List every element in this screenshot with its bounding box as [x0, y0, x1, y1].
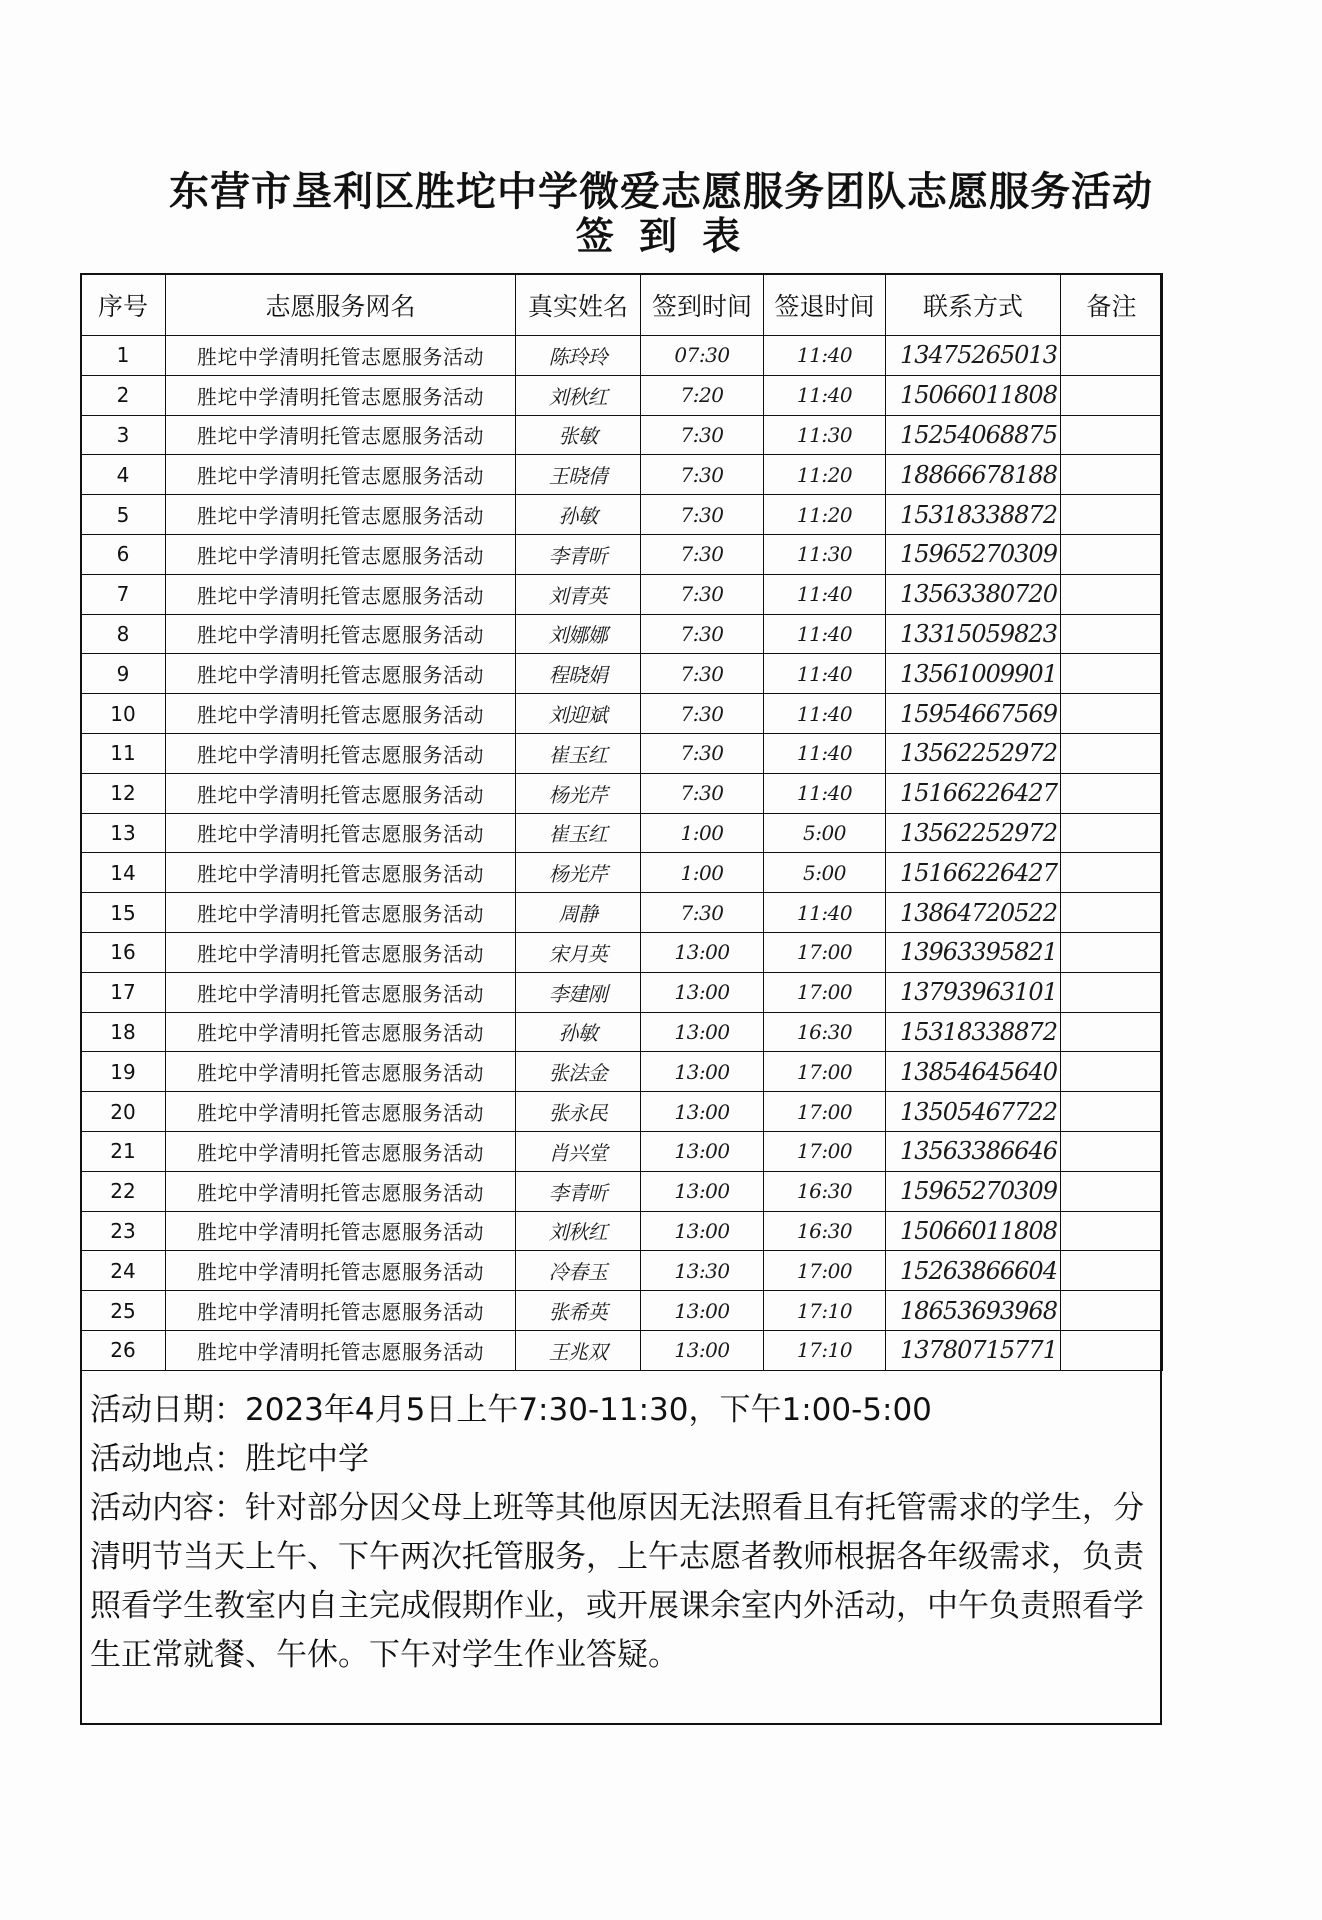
table-row [81, 1012, 1163, 1052]
row-note [1061, 1092, 1163, 1132]
row-real-name: 刘娜娜 [516, 614, 641, 654]
row-sign-out-time: 11:40 [764, 614, 886, 654]
row-real-name: 杨光芹 [516, 853, 641, 893]
row-sign-in-time: 1:00 [641, 813, 764, 853]
row-contact: 13793963101 [886, 972, 1061, 1012]
row-contact: 13562252972 [886, 733, 1061, 773]
table-row [81, 1211, 1163, 1251]
row-contact: 18653693968 [886, 1291, 1061, 1331]
row-real-name: 张敏 [516, 415, 641, 455]
row-note [1061, 1251, 1163, 1291]
row-sign-in-time: 7:30 [641, 893, 764, 933]
row-sign-in-time: 13:00 [641, 1291, 764, 1331]
row-sign-in-time: 7:30 [641, 455, 764, 495]
row-sign-in-time: 13:00 [641, 1052, 764, 1092]
column-header-contact: 联系方式 [886, 274, 1061, 336]
row-contact: 13561009901 [886, 654, 1061, 694]
table-row [81, 614, 1163, 654]
table-row [81, 1131, 1163, 1171]
row-real-name: 刘青英 [516, 574, 641, 614]
row-net-name: 胜坨中学清明托管志愿服务活动 [166, 534, 516, 574]
row-sign-out-time: 11:40 [764, 336, 886, 376]
row-number: 26 [81, 1330, 166, 1370]
column-header-note: 备注 [1061, 274, 1163, 336]
row-sign-out-time: 11:40 [764, 654, 886, 694]
document-subtitle: 签 到 表 [575, 214, 747, 258]
row-real-name: 刘迎斌 [516, 694, 641, 734]
row-sign-in-time: 13:00 [641, 932, 764, 972]
row-real-name: 冷春玉 [516, 1251, 641, 1291]
row-contact: 13780715771 [886, 1330, 1061, 1370]
row-number: 5 [81, 495, 166, 535]
row-note [1061, 1211, 1163, 1251]
row-note [1061, 972, 1163, 1012]
row-sign-in-time: 7:30 [641, 574, 764, 614]
row-note [1061, 1012, 1163, 1052]
row-note [1061, 694, 1163, 734]
row-real-name: 张希英 [516, 1291, 641, 1331]
row-number: 8 [81, 614, 166, 654]
row-sign-out-time: 11:20 [764, 495, 886, 535]
row-net-name: 胜坨中学清明托管志愿服务活动 [166, 495, 516, 535]
row-number: 14 [81, 853, 166, 893]
row-contact: 13563380720 [886, 574, 1061, 614]
row-contact: 15166226427 [886, 853, 1061, 893]
row-real-name: 程晓娟 [516, 654, 641, 694]
table-row [81, 1330, 1163, 1370]
row-real-name: 刘秋红 [516, 1211, 641, 1251]
row-sign-out-time: 16:30 [764, 1211, 886, 1251]
row-contact: 15318338872 [886, 495, 1061, 535]
column-header-sign-in-time: 签到时间 [641, 274, 764, 336]
row-sign-in-time: 13:00 [641, 1092, 764, 1132]
row-real-name: 李青昕 [516, 1171, 641, 1211]
row-contact: 15066011808 [886, 375, 1061, 415]
row-contact: 13864720522 [886, 893, 1061, 933]
document-title: 东营市垦利区胜坨中学微爱志愿服务团队志愿服务活动 [169, 169, 1153, 215]
row-sign-out-time: 17:00 [764, 932, 886, 972]
row-net-name: 胜坨中学清明托管志愿服务活动 [166, 574, 516, 614]
row-number: 3 [81, 415, 166, 455]
row-real-name: 陈玲玲 [516, 336, 641, 376]
row-sign-out-time: 11:40 [764, 733, 886, 773]
row-number: 24 [81, 1251, 166, 1291]
row-sign-in-time: 13:00 [641, 1330, 764, 1370]
row-sign-out-time: 5:00 [764, 853, 886, 893]
row-net-name: 胜坨中学清明托管志愿服务活动 [166, 336, 516, 376]
row-sign-in-time: 7:30 [641, 694, 764, 734]
row-sign-in-time: 7:30 [641, 495, 764, 535]
table-row [81, 455, 1163, 495]
table-row [81, 1171, 1163, 1211]
row-note [1061, 574, 1163, 614]
row-number: 16 [81, 932, 166, 972]
row-sign-out-time: 11:40 [764, 773, 886, 813]
row-net-name: 胜坨中学清明托管志愿服务活动 [166, 694, 516, 734]
row-net-name: 胜坨中学清明托管志愿服务活动 [166, 415, 516, 455]
table-row [81, 1052, 1163, 1092]
row-number: 25 [81, 1291, 166, 1331]
row-number: 10 [81, 694, 166, 734]
table-row [81, 534, 1163, 574]
row-sign-in-time: 7:30 [641, 654, 764, 694]
row-contact: 13854645640 [886, 1052, 1061, 1092]
row-number: 18 [81, 1012, 166, 1052]
row-sign-out-time: 17:10 [764, 1330, 886, 1370]
row-contact: 15254068875 [886, 415, 1061, 455]
row-note [1061, 415, 1163, 455]
table-row [81, 1291, 1163, 1331]
table-row [81, 574, 1163, 614]
row-real-name: 刘秋红 [516, 375, 641, 415]
row-net-name: 胜坨中学清明托管志愿服务活动 [166, 972, 516, 1012]
row-real-name: 崔玉红 [516, 733, 641, 773]
row-note [1061, 614, 1163, 654]
row-contact: 13315059823 [886, 614, 1061, 654]
row-real-name: 孙敏 [516, 495, 641, 535]
row-sign-out-time: 11:40 [764, 694, 886, 734]
table-row [81, 853, 1163, 893]
row-note [1061, 455, 1163, 495]
table-row [81, 733, 1163, 773]
row-sign-in-time: 7:20 [641, 375, 764, 415]
row-sign-out-time: 17:00 [764, 1251, 886, 1291]
table-row [81, 336, 1163, 376]
row-contact: 13562252972 [886, 813, 1061, 853]
row-note [1061, 1171, 1163, 1211]
row-number: 23 [81, 1211, 166, 1251]
row-contact: 13505467722 [886, 1092, 1061, 1132]
row-net-name: 胜坨中学清明托管志愿服务活动 [166, 853, 516, 893]
row-note [1061, 1052, 1163, 1092]
row-net-name: 胜坨中学清明托管志愿服务活动 [166, 1251, 516, 1291]
row-sign-in-time: 7:30 [641, 415, 764, 455]
row-contact: 13475265013 [886, 336, 1061, 376]
row-sign-out-time: 17:00 [764, 1092, 886, 1132]
row-note [1061, 932, 1163, 972]
row-number: 19 [81, 1052, 166, 1092]
row-net-name: 胜坨中学清明托管志愿服务活动 [166, 1330, 516, 1370]
row-note [1061, 375, 1163, 415]
row-number: 2 [81, 375, 166, 415]
row-number: 22 [81, 1171, 166, 1211]
row-note [1061, 733, 1163, 773]
row-sign-out-time: 11:40 [764, 574, 886, 614]
sign-in-sheet [80, 273, 1162, 1725]
row-sign-out-time: 11:40 [764, 375, 886, 415]
row-sign-out-time: 16:30 [764, 1012, 886, 1052]
row-number: 13 [81, 813, 166, 853]
table-row [81, 654, 1163, 694]
row-number: 1 [81, 336, 166, 376]
column-header-sign-out-time: 签退时间 [764, 274, 886, 336]
table-row [81, 415, 1163, 455]
column-header-real-name: 真实姓名 [516, 274, 641, 336]
row-sign-out-time: 11:30 [764, 415, 886, 455]
row-sign-in-time: 1:00 [641, 853, 764, 893]
table-row [81, 1251, 1163, 1291]
table-row [81, 893, 1163, 933]
row-number: 17 [81, 972, 166, 1012]
row-net-name: 胜坨中学清明托管志愿服务活动 [166, 455, 516, 495]
row-net-name: 胜坨中学清明托管志愿服务活动 [166, 932, 516, 972]
table-row [81, 932, 1163, 972]
table-row [81, 495, 1163, 535]
row-real-name: 周静 [516, 893, 641, 933]
row-real-name: 王晓倩 [516, 455, 641, 495]
table-body [81, 336, 1163, 1371]
column-header-no: 序号 [81, 274, 166, 336]
row-real-name: 李青昕 [516, 534, 641, 574]
row-net-name: 胜坨中学清明托管志愿服务活动 [166, 654, 516, 694]
row-sign-in-time: 13:30 [641, 1251, 764, 1291]
header-row [81, 274, 1163, 336]
row-real-name: 张法金 [516, 1052, 641, 1092]
row-sign-out-time: 11:20 [764, 455, 886, 495]
row-sign-in-time: 13:00 [641, 1012, 764, 1052]
row-sign-in-time: 7:30 [641, 733, 764, 773]
row-net-name: 胜坨中学清明托管志愿服务活动 [166, 1131, 516, 1171]
row-net-name: 胜坨中学清明托管志愿服务活动 [166, 813, 516, 853]
row-sign-out-time: 17:00 [764, 972, 886, 1012]
row-contact: 15166226427 [886, 773, 1061, 813]
row-sign-out-time: 11:30 [764, 534, 886, 574]
row-note [1061, 1330, 1163, 1370]
row-number: 9 [81, 654, 166, 694]
row-net-name: 胜坨中学清明托管志愿服务活动 [166, 893, 516, 933]
activity-date: 活动日期：2023年4月5日上午7:30-11:30，下午1:00-5:00 [90, 1392, 932, 1428]
row-number: 12 [81, 773, 166, 813]
row-note [1061, 534, 1163, 574]
row-net-name: 胜坨中学清明托管志愿服务活动 [166, 733, 516, 773]
row-net-name: 胜坨中学清明托管志愿服务活动 [166, 773, 516, 813]
row-note [1061, 654, 1163, 694]
row-number: 6 [81, 534, 166, 574]
row-sign-in-time: 7:30 [641, 614, 764, 654]
table-row [81, 1092, 1163, 1132]
row-number: 20 [81, 1092, 166, 1132]
row-sign-in-time: 13:00 [641, 972, 764, 1012]
row-sign-out-time: 11:40 [764, 893, 886, 933]
row-note [1061, 813, 1163, 853]
sign-in-table [80, 273, 1163, 1371]
row-sign-in-time: 13:00 [641, 1211, 764, 1251]
row-contact: 15965270309 [886, 1171, 1061, 1211]
row-note [1061, 336, 1163, 376]
table-row [81, 773, 1163, 813]
row-net-name: 胜坨中学清明托管志愿服务活动 [166, 614, 516, 654]
row-net-name: 胜坨中学清明托管志愿服务活动 [166, 375, 516, 415]
column-header-net-name: 志愿服务网名 [166, 274, 516, 336]
row-note [1061, 893, 1163, 933]
row-real-name: 肖兴堂 [516, 1131, 641, 1171]
row-net-name: 胜坨中学清明托管志愿服务活动 [166, 1052, 516, 1092]
row-note [1061, 1291, 1163, 1331]
row-number: 15 [81, 893, 166, 933]
row-sign-out-time: 17:00 [764, 1052, 886, 1092]
row-number: 21 [81, 1131, 166, 1171]
row-sign-out-time: 5:00 [764, 813, 886, 853]
row-sign-in-time: 13:00 [641, 1171, 764, 1211]
activity-place: 活动地点：胜坨中学 [90, 1441, 369, 1477]
row-note [1061, 495, 1163, 535]
row-contact: 13563386646 [886, 1131, 1061, 1171]
row-net-name: 胜坨中学清明托管志愿服务活动 [166, 1092, 516, 1132]
row-real-name: 王兆双 [516, 1330, 641, 1370]
row-sign-out-time: 17:10 [764, 1291, 886, 1331]
row-contact: 15066011808 [886, 1211, 1061, 1251]
activity-info [90, 1386, 1156, 1680]
row-real-name: 杨光芹 [516, 773, 641, 813]
row-net-name: 胜坨中学清明托管志愿服务活动 [166, 1012, 516, 1052]
row-contact: 15318338872 [886, 1012, 1061, 1052]
row-number: 7 [81, 574, 166, 614]
row-net-name: 胜坨中学清明托管志愿服务活动 [166, 1211, 516, 1251]
row-note [1061, 853, 1163, 893]
row-sign-in-time: 7:30 [641, 773, 764, 813]
table-row [81, 694, 1163, 734]
row-real-name: 李建刚 [516, 972, 641, 1012]
row-sign-out-time: 16:30 [764, 1171, 886, 1211]
row-net-name: 胜坨中学清明托管志愿服务活动 [166, 1171, 516, 1211]
row-sign-in-time: 07:30 [641, 336, 764, 376]
row-contact: 18866678188 [886, 455, 1061, 495]
table-row [81, 972, 1163, 1012]
row-sign-in-time: 13:00 [641, 1131, 764, 1171]
row-note [1061, 773, 1163, 813]
row-number: 11 [81, 733, 166, 773]
row-contact: 15965270309 [886, 534, 1061, 574]
row-real-name: 张永民 [516, 1092, 641, 1132]
row-contact: 13963395821 [886, 932, 1061, 972]
row-number: 4 [81, 455, 166, 495]
activity-content: 活动内容：针对部分因父母上班等其他原因无法照看且有托管需求的学生，分清明节当天上午、下午两次托管服务，上午志愿者教师根据各年级需求，负责照看学生教室内自主完成假期作业，或开展课余室内外活动，中午负责照看学生正常就餐、午休。下午对学生作业答疑。 [90, 1490, 1144, 1673]
row-real-name: 崔玉红 [516, 813, 641, 853]
row-real-name: 孙敏 [516, 1012, 641, 1052]
table-row [81, 813, 1163, 853]
row-sign-out-time: 17:00 [764, 1131, 886, 1171]
row-note [1061, 1131, 1163, 1171]
row-real-name: 宋月英 [516, 932, 641, 972]
table-row [81, 375, 1163, 415]
row-sign-in-time: 7:30 [641, 534, 764, 574]
row-net-name: 胜坨中学清明托管志愿服务活动 [166, 1291, 516, 1331]
row-contact: 15263866604 [886, 1251, 1061, 1291]
row-contact: 15954667569 [886, 694, 1061, 734]
